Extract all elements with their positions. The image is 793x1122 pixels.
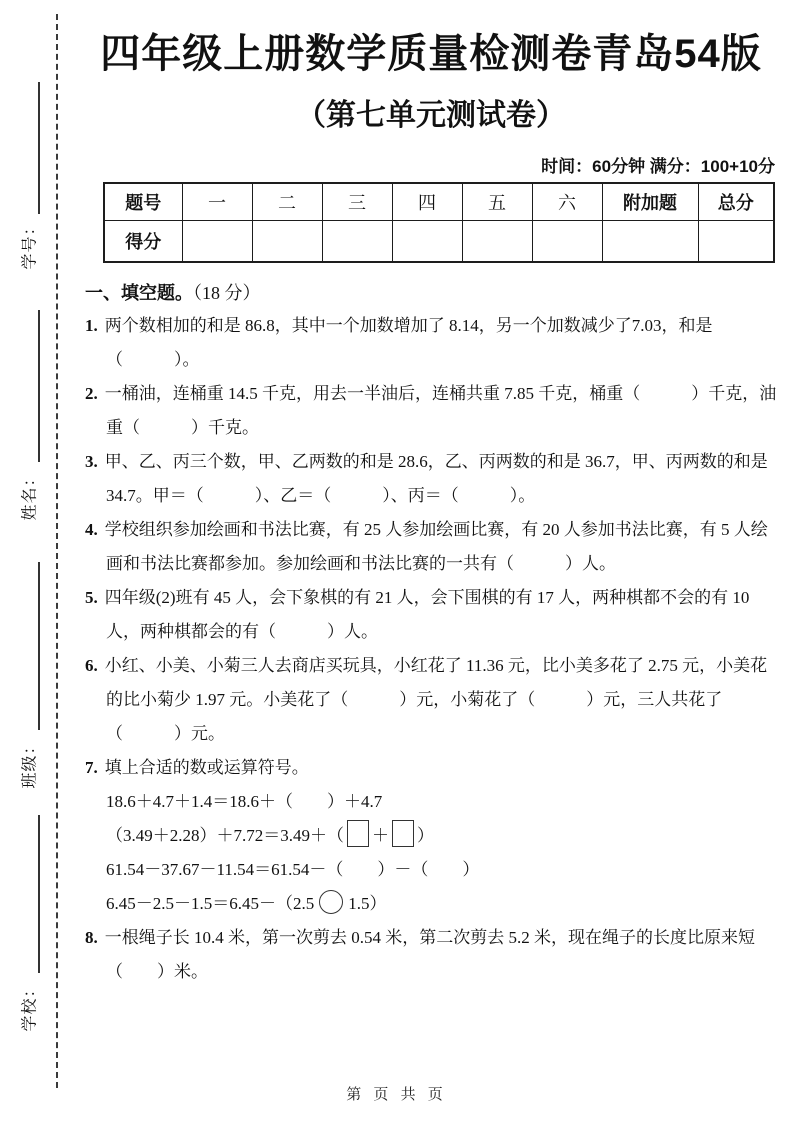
question-7 [85, 751, 777, 921]
question-text: 两个数相加的和是 86.8，其中一个加数增加了 8.14，另一个加数减少了7.03，和是（ ）。 [104, 316, 713, 369]
question-text: 小红、小美、小菊三人去商店买玩具，小红花了 11.36 元，比小美多花了 2.75 元，小美花的比小菊少 1.97 元。小美花了（ ）元，小菊花了（ ）元，三人共花了（ ）元。 [104, 656, 768, 743]
score-cell [462, 221, 532, 263]
score-cell [392, 221, 462, 263]
score-table-score-row [104, 221, 774, 263]
score-table-col-2: 二 [252, 183, 322, 221]
math-expression-line: （3.49＋2.28）＋7.72＝3.49＋（ ＋ ） [106, 819, 777, 853]
answer-box [347, 820, 369, 847]
score-table-col-1: 一 [182, 183, 252, 221]
paper-subtitle: （第七单元测试卷） [296, 99, 566, 132]
question-3 [85, 445, 777, 513]
question-number: 2. [85, 384, 98, 403]
score-cell [252, 221, 322, 263]
question-number: 1. [85, 316, 98, 335]
seal-binding-line [56, 14, 58, 1088]
fill-in-blank-questions [85, 309, 777, 989]
score-table-col-4: 四 [392, 183, 462, 221]
question-number: 7. [85, 758, 98, 777]
school-write-line [38, 815, 40, 973]
class-label: 班级： [21, 737, 39, 789]
time-and-score-info: 时间：60分钟 满分：100+10分 [541, 157, 775, 176]
main-content [85, 30, 777, 989]
question-number: 5. [85, 588, 98, 607]
score-cell [532, 221, 602, 263]
answer-box [392, 820, 414, 847]
score-table-header-row [104, 183, 774, 221]
paper-title: 四年级上册数学质量检测卷青岛54版 [100, 32, 762, 76]
question-6 [85, 649, 777, 751]
question-text: 四年级(2)班有 45 人，会下象棋的有 21 人，会下围棋的有 17 人，两种棋都不会的有 10 人，两种棋都会的有（ ）人。 [104, 588, 750, 641]
question-4 [85, 513, 777, 581]
question-number: 6. [85, 656, 98, 675]
operator-circle [319, 890, 343, 914]
question-2 [85, 377, 777, 445]
question-text: 甲、乙、丙三个数，甲、乙两数的和是 28.6，乙、丙两数的和是 36.7，甲、丙两数的和是 34.7。甲＝（ ）、乙＝（ ）、丙＝（ ）。 [104, 452, 768, 505]
student-id-write-line [38, 82, 40, 214]
score-table-col-6: 六 [532, 183, 602, 221]
school-label: 学校： [21, 980, 39, 1032]
score-cell [322, 221, 392, 263]
section-one-points: （18 分） [193, 283, 261, 303]
math-expression-line: 6.45－2.5－1.5＝6.45－（2.5 1.5） [106, 887, 777, 921]
question-number: 3. [85, 452, 98, 471]
score-table-col-3: 三 [322, 183, 392, 221]
student-id-label: 学号： [21, 218, 39, 270]
score-cell [182, 221, 252, 263]
score-table-col-bonus: 附加题 [602, 183, 698, 221]
name-write-line [38, 310, 40, 462]
section-one-title: 一、填空题。 [85, 283, 193, 303]
question-text: 一根绳子长 10.4 米，第一次剪去 0.54 米，第二次剪去 5.2 米，现在绳子的长度比原来短（ ）米。 [104, 928, 755, 981]
score-table-col-question-number: 题号 [104, 183, 182, 221]
question-8 [85, 921, 777, 989]
question-text: 学校组织参加绘画和书法比赛，有 25 人参加绘画比赛，有 20 人参加书法比赛，有 5 人绘画和书法比赛都参加。参加绘画和书法比赛的一共有（ ）人。 [104, 520, 768, 573]
question-number: 4. [85, 520, 98, 539]
page-footer: 第 页 共 页 [346, 1086, 447, 1103]
score-cell [698, 221, 774, 263]
section-one-heading [85, 279, 777, 305]
math-expression-line: 61.54－37.67－11.54＝61.54－（ ）－（ ） [106, 860, 480, 879]
math-expression-line: 18.6＋4.7＋1.4＝18.6＋（ ）＋4.7 [106, 792, 383, 811]
score-table-col-total: 总分 [698, 183, 774, 221]
score-row-label: 得分 [104, 221, 182, 263]
score-cell [602, 221, 698, 263]
score-table-col-5: 五 [462, 183, 532, 221]
name-label: 姓名： [21, 469, 39, 521]
question-1 [85, 309, 777, 377]
question-5 [85, 581, 777, 649]
question-number: 8. [85, 928, 98, 947]
question-text: 一桶油，连桶重 14.5 千克，用去一半油后，连桶共重 7.85 千克，桶重（ ）千克，油重（ ）千克。 [104, 384, 777, 437]
question-text: 填上合适的数或运算符号。 [104, 758, 309, 777]
score-table [103, 182, 775, 263]
class-write-line [38, 562, 40, 730]
